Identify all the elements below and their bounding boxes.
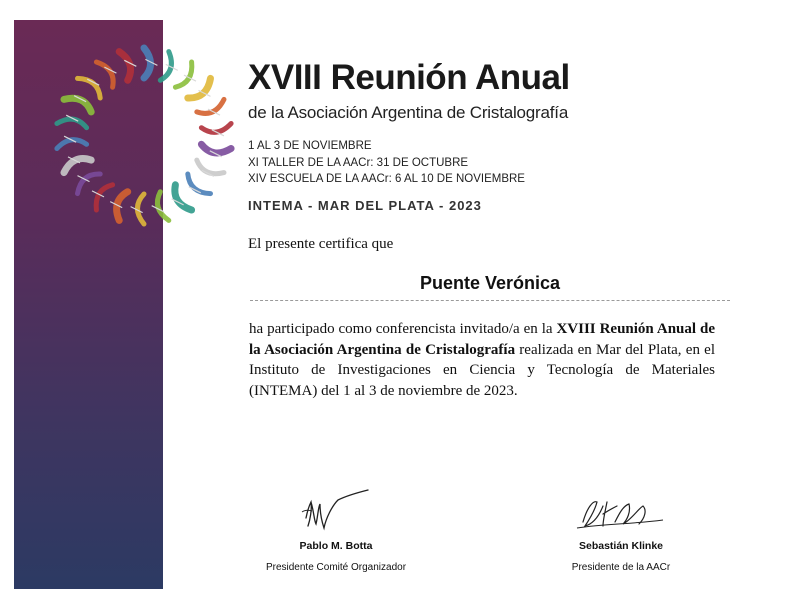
recipient-underline	[250, 300, 730, 301]
signature-block-right	[534, 494, 708, 573]
signatory-name-right: Sebastián Klinke	[578, 540, 664, 552]
date-line-escuela: XIV ESCUELA DE LA AACr: 6 AL 10 DE NOVIEMBRE	[248, 173, 525, 185]
event-title: XVIII Reunión Anual	[248, 58, 570, 97]
signatory-name-left: Pablo M. Botta	[299, 540, 373, 552]
date-line-main: 1 AL 3 DE NOVIEMBRE	[248, 140, 372, 152]
body-prefix: ha participado como conferencista invitado/a en la	[249, 321, 557, 337]
date-line-taller: XI TALLER DE LA AACr: 31 DE OCTUBRE	[248, 156, 469, 169]
event-subtitle: de la Asociación Argentina de Cristalografía	[248, 103, 569, 122]
body-suffix: realizada en Mar del Plata, en el Instituto de Investigaciones en Ciencia y Tecnología de Materiales (INTEMA) del 1 al 3 de noviembre de 2023.	[249, 341, 715, 399]
signatory-role-right: Presidente de la AACr	[571, 562, 671, 573]
protein-ring-logo-icon	[48, 40, 240, 232]
signature-block-left	[248, 488, 424, 573]
event-venue: INTEMA - MAR DEL PLATA - 2023	[248, 198, 482, 213]
signature-botta-icon	[296, 488, 376, 534]
certificate-intro: El presente certifica que	[248, 236, 394, 252]
body-event-name: XVIII Reunión Anual de la Asociación Argentina de Cristalografía	[249, 321, 716, 358]
signature-klinke-icon	[573, 494, 669, 534]
certificate-body	[249, 319, 715, 401]
event-dates	[248, 138, 525, 188]
signatory-role-left: Presidente Comité Organizador	[265, 562, 407, 573]
recipient-name: Puente Verónica	[419, 273, 561, 293]
